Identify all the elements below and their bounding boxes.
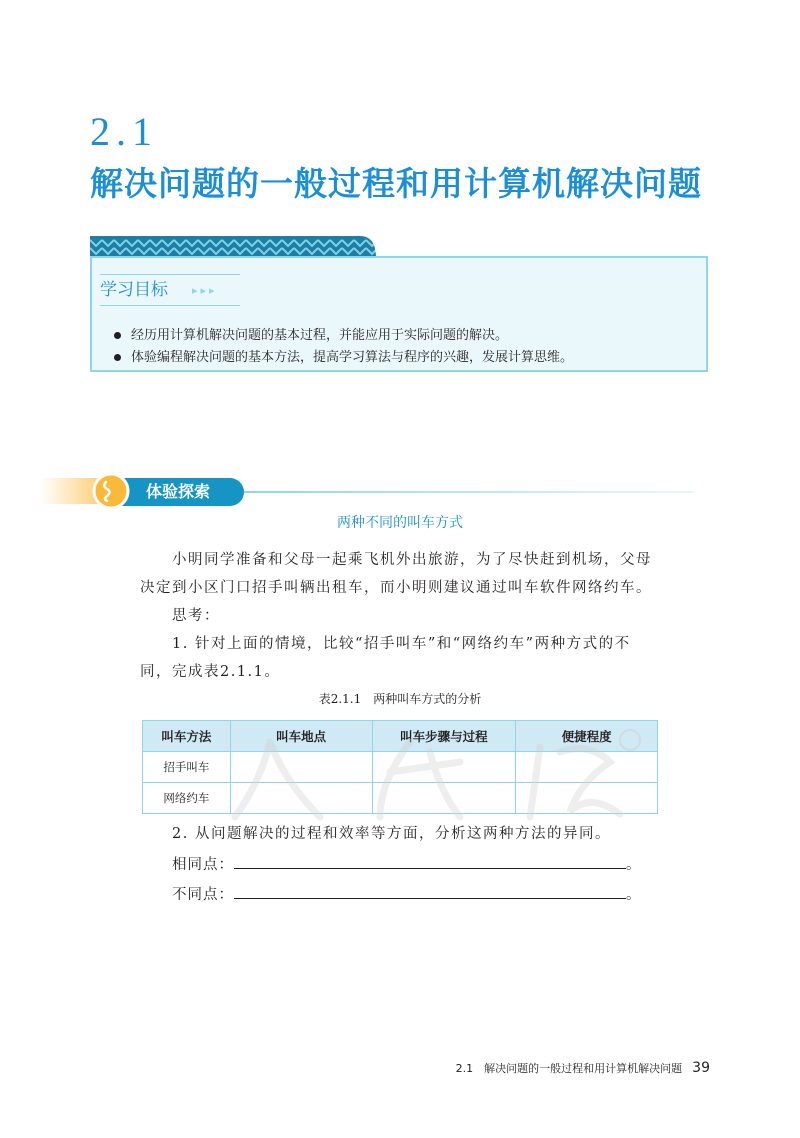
- table-row: [143, 752, 658, 783]
- table-row: [143, 783, 658, 814]
- explore-divider-line: [244, 491, 694, 493]
- paragraph-line: 1. 针对上面的情境，比较“招手叫车”和“网络约车”两种方式的不: [172, 636, 631, 652]
- same-points-row: [172, 852, 642, 874]
- table-header-cell: 便捷程度: [516, 721, 658, 752]
- question-2-text: 2. 从问题解决的过程和效率等方面，分析这两种方法的异同。: [172, 826, 611, 842]
- table-cell: 网络约车: [143, 783, 231, 814]
- diff-points-label: 不同点：: [172, 887, 234, 903]
- bullet-icon: [114, 332, 121, 339]
- bullet-icon: [114, 354, 121, 361]
- end-mark: 。: [626, 887, 642, 903]
- learning-goals-title: 学习目标: [100, 274, 240, 306]
- diff-points-blank[interactable]: [234, 882, 626, 899]
- table-cell-blank[interactable]: [230, 783, 372, 814]
- table-cell-blank[interactable]: [230, 752, 372, 783]
- explore-section-label: 体验探索: [122, 478, 244, 506]
- paragraph-line: 小明同学准备和父母一起乘飞机外出旅游，为了尽快赶到机场，父母: [172, 552, 652, 568]
- same-points-blank[interactable]: [234, 852, 626, 869]
- zigzag-band-decoration: [90, 236, 376, 258]
- table-header-cell: 叫车步骤与过程: [372, 721, 516, 752]
- table-cell-blank[interactable]: [516, 752, 658, 783]
- diff-points-row: [172, 882, 642, 904]
- paragraph-line: 决定到小区门口招手叫辆出租车，而小明则建议通过叫车软件网络约车。: [140, 580, 652, 596]
- table-cell: 招手叫车: [143, 752, 231, 783]
- learning-goals-box: [90, 256, 708, 372]
- goal-item: 经历用计算机解决问题的基本过程，并能应用于实际问题的解决。: [114, 324, 508, 343]
- table-cell-blank[interactable]: [516, 783, 658, 814]
- table-header-cell: 叫车方法: [143, 721, 231, 752]
- analysis-table: [142, 720, 658, 814]
- table-header-row: [143, 721, 658, 752]
- same-points-label: 相同点：: [172, 857, 234, 873]
- explore-badge-icon: [92, 472, 130, 510]
- section-number: 2.1: [90, 109, 158, 154]
- table-cell-blank[interactable]: [372, 752, 516, 783]
- table-header-cell: 叫车地点: [230, 721, 372, 752]
- end-mark: 。: [626, 857, 642, 873]
- page-number: 39: [692, 1060, 710, 1076]
- page-footer: [456, 1060, 710, 1076]
- paragraph-line: 思考：: [172, 608, 220, 624]
- triple-arrow-icon: ▸▸▸: [192, 284, 218, 297]
- goal-item: 体验编程解决问题的基本方法，提高学习算法与程序的兴趣，发展计算思维。: [114, 346, 573, 365]
- section-title: 解决问题的一般过程和用计算机解决问题: [90, 164, 702, 203]
- table-cell-blank[interactable]: [372, 783, 516, 814]
- activity-title: 两种不同的叫车方式: [337, 515, 463, 531]
- paragraph-line: 同，完成表2.1.1。: [140, 664, 281, 680]
- table-caption: 表2.1.1 两种叫车方式的分析: [318, 692, 482, 706]
- footer-section-ref: 2.1 解决问题的一般过程和用计算机解决问题: [455, 1062, 683, 1075]
